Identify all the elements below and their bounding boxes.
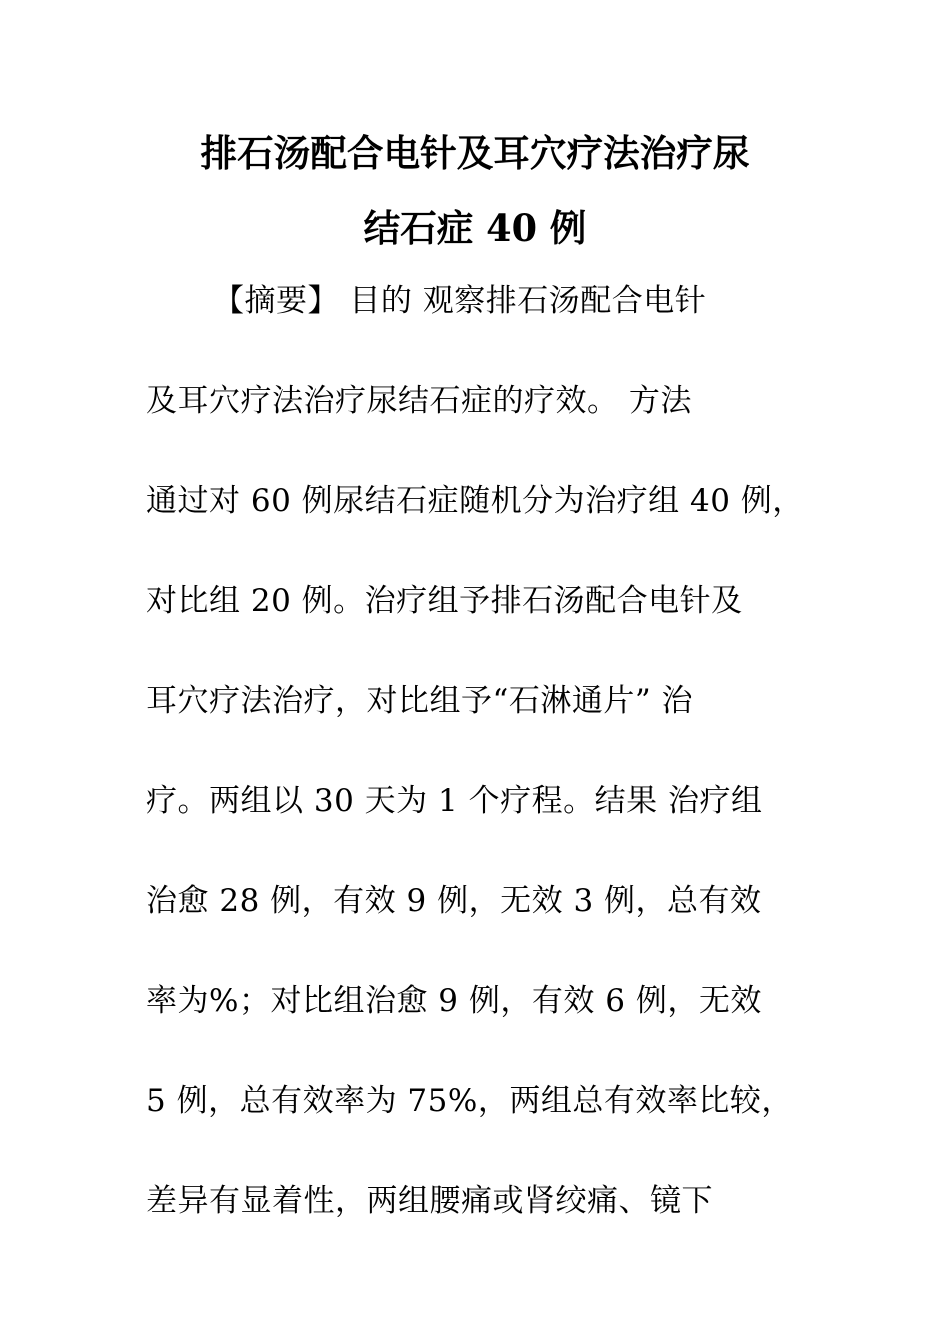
abstract-line: 率为%；对比组治愈 9 例，有效 6 例，无效 bbox=[146, 983, 762, 1019]
abstract-line: 5 例，总有效率为 75%，两组总有效率比较， bbox=[146, 1083, 793, 1119]
document-title-line-1: 排石汤配合电针及耳穴疗法治疗尿 bbox=[200, 131, 750, 175]
abstract-line: 通过对 60 例尿结石症随机分为治疗组 40 例， bbox=[146, 483, 804, 519]
abstract-line: 治愈 28 例，有效 9 例，无效 3 例，总有效 bbox=[146, 883, 762, 919]
abstract-line: 耳穴疗法治疗，对比组予“石淋通片” 治 bbox=[146, 683, 694, 719]
abstract-line: 差异有显着性，两组腰痛或肾绞痛、镜下 bbox=[146, 1183, 713, 1219]
abstract-line: 及耳穴疗法治疗尿结石症的疗效。 方法 bbox=[146, 383, 692, 419]
document-title-line-2: 结石症 40 例 bbox=[363, 206, 587, 250]
abstract-line: 对比组 20 例。治疗组予排石汤配合电针及 bbox=[146, 583, 743, 619]
abstract-line: 【摘要】 目的 观察排石汤配合电针 bbox=[213, 283, 707, 319]
abstract-line: 疗。两组以 30 天为 1 个疗程。结果 治疗组 bbox=[146, 783, 763, 819]
